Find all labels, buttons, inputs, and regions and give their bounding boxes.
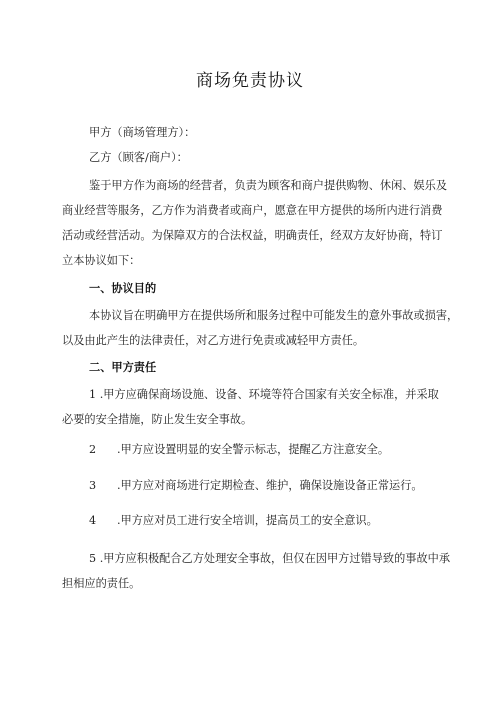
clause-5-line-1 — [89, 552, 450, 566]
preamble-line-3: 活动或经营活动。为保障双方的合法权益，明确责任，经双方友好协商，特订 — [62, 229, 443, 242]
clause-5-text-1: .甲方应积极配合乙方处理安全事故，但仅在因甲方过错导致的事故中承 — [99, 552, 451, 565]
clause-4-line-1 — [89, 514, 378, 528]
clause-5-line-2: 担相应的责任。 — [62, 577, 141, 590]
clause-3-number: 3 — [89, 479, 97, 492]
clause-3-text: .甲方应对商场进行定期检查、维护，确保设施设备正常运行。 — [117, 479, 423, 492]
clause-1-text-1: .甲方应确保商场设施、设备、环境等符合国家有关安全标准，并采取 — [99, 388, 439, 401]
clause-4-text: .甲方应对员工进行安全培训，提高员工的安全意识。 — [117, 514, 378, 527]
clause-2-line-1 — [89, 443, 389, 457]
party-a-line: 甲方（商场管理方）： — [89, 126, 196, 139]
section-1-heading: 一、协议目的 — [89, 282, 157, 295]
document-title: 商场免责协议 — [196, 71, 304, 91]
clause-1-line-2: 必要的安全措施，防止发生安全事故。 — [62, 413, 253, 426]
section-1-line-2: 以及由此产生的法律责任，对乙方进行免责或减轻甲方责任。 — [62, 334, 365, 347]
clause-1-number: 1 — [89, 388, 97, 401]
section-1-line-1: 本协议旨在明确甲方在提供场所和服务过程中可能发生的意外事故或损害， — [89, 309, 459, 322]
clause-1-line-1 — [89, 388, 439, 402]
clause-5-number: 5 — [89, 552, 97, 565]
clause-2-number: 2 — [89, 443, 97, 456]
clause-4-number: 4 — [89, 514, 97, 527]
preamble-line-1: 鉴于甲方作为商场的经营者，负责为顾客和商户提供购物、休闲、娱乐及 — [89, 179, 448, 192]
party-b-line: 乙方（顾客/商户）： — [89, 151, 188, 164]
clause-2-text: .甲方应设置明显的安全警示标志，提醒乙方注意安全。 — [117, 443, 390, 456]
preamble-line-2: 商业经营等服务，乙方作为消费者或商户，愿意在甲方提供的场所内进行消费 — [62, 204, 443, 217]
preamble-line-4: 立本协议如下： — [62, 254, 141, 267]
section-2-heading: 二、甲方责任 — [89, 361, 157, 374]
clause-3-line-1 — [89, 479, 423, 493]
